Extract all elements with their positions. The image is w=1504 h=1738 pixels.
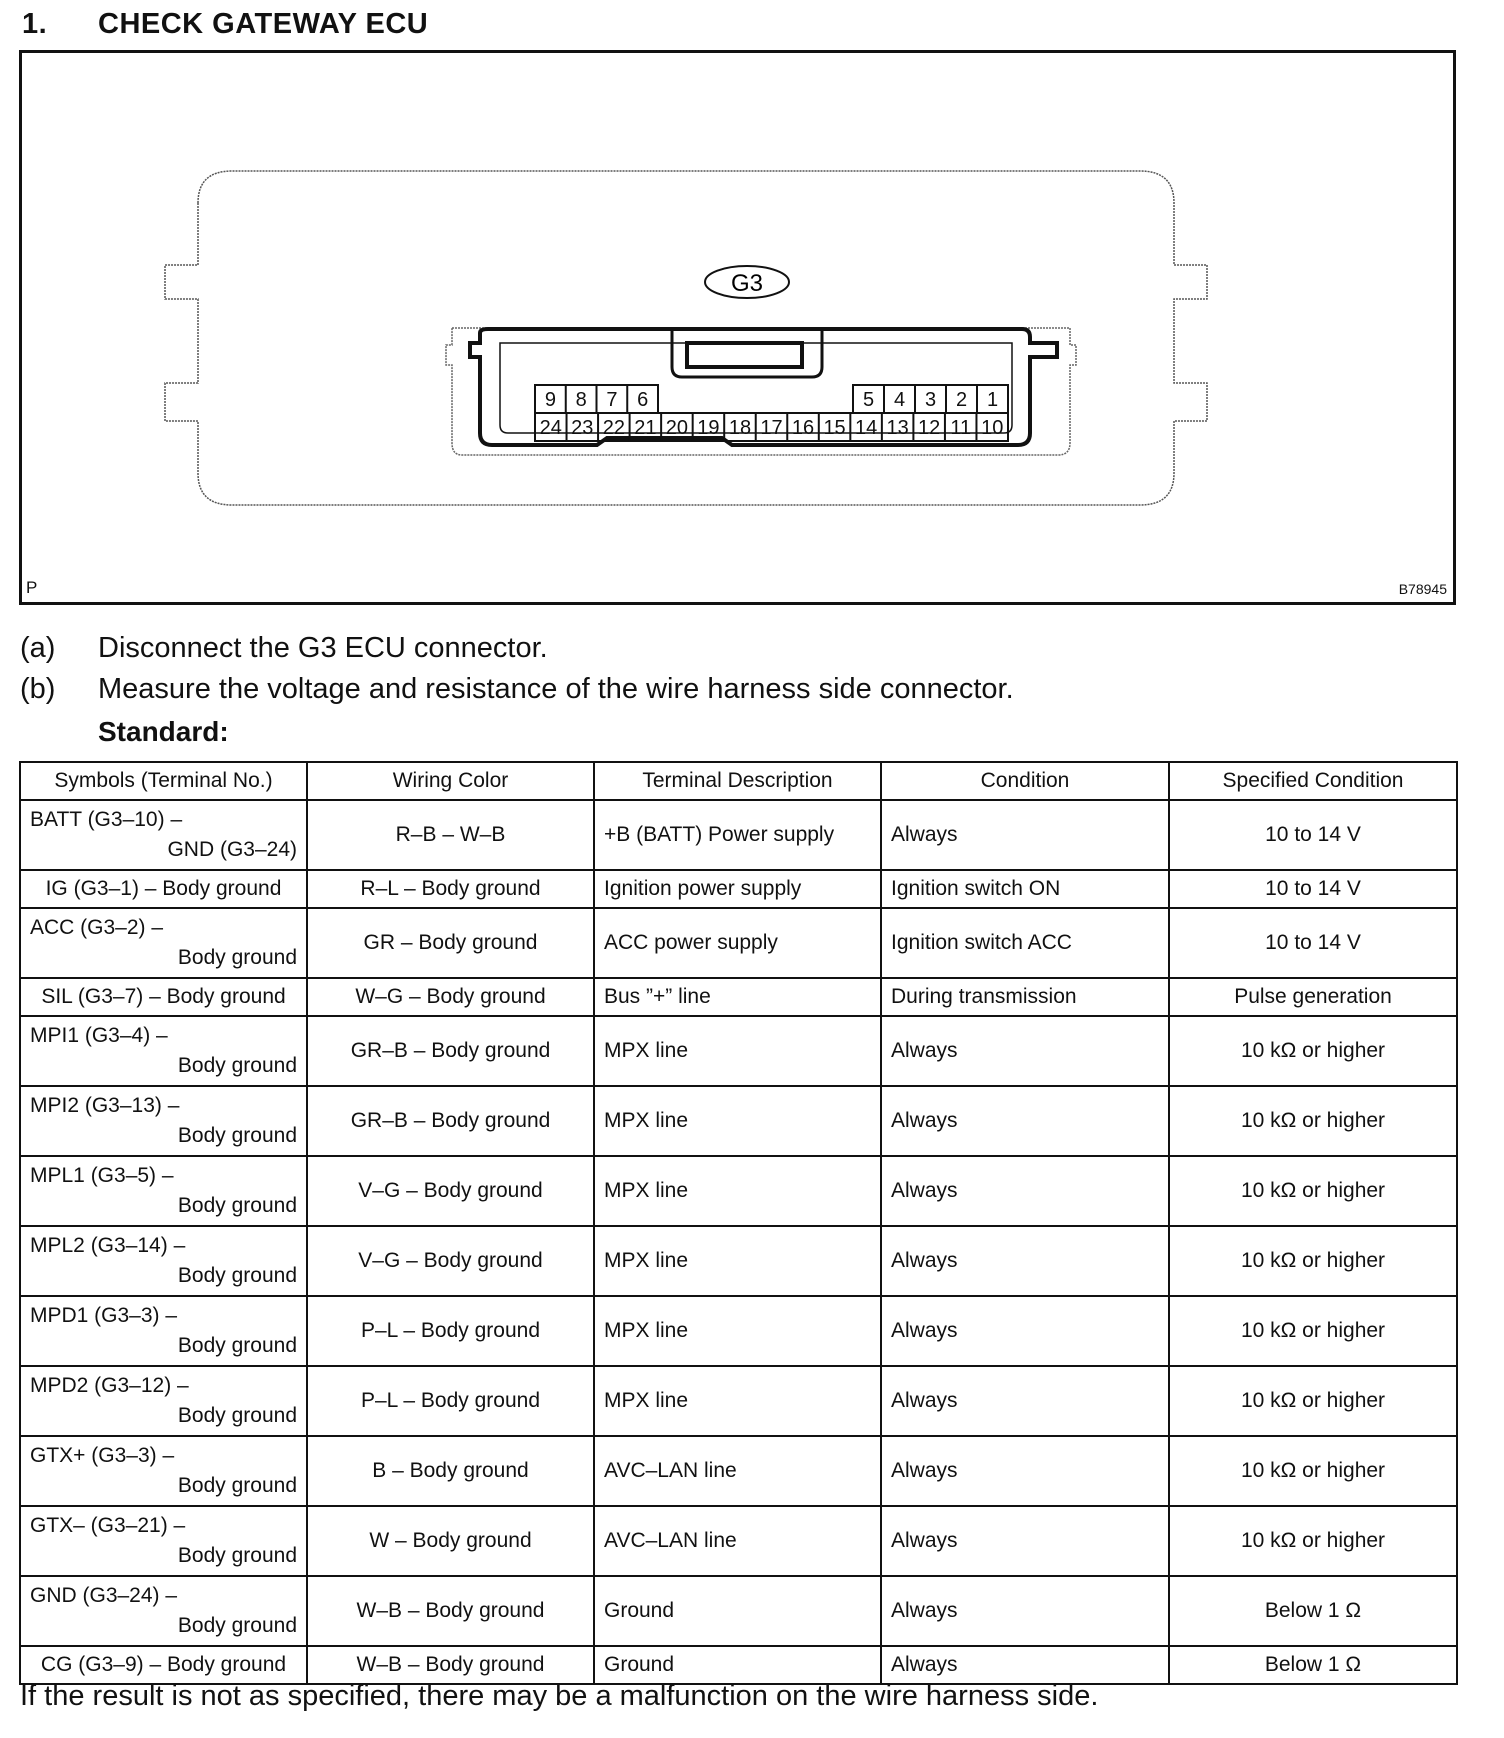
pin-number: 3 bbox=[924, 389, 937, 411]
pin-number: 22 bbox=[602, 417, 625, 439]
pin-number: 24 bbox=[539, 417, 562, 439]
pin-number: 21 bbox=[634, 417, 657, 439]
pin-number: 23 bbox=[571, 417, 594, 439]
symbol-line-2: Body ground bbox=[177, 1054, 297, 1077]
cell-wiring-color: B – Body ground bbox=[307, 1436, 594, 1506]
cell-symbol bbox=[20, 1226, 307, 1296]
cell-wiring-color: V–G – Body ground bbox=[307, 1156, 594, 1226]
cell-condition: Always bbox=[881, 1646, 1169, 1684]
cell-specified-condition: 10 kΩ or higher bbox=[1169, 1506, 1457, 1576]
cell-wiring-color: P–L – Body ground bbox=[307, 1296, 594, 1366]
cell-wiring-color: W–G – Body ground bbox=[307, 978, 594, 1016]
cell-condition: Always bbox=[881, 1156, 1169, 1226]
cell-specified-condition: 10 to 14 V bbox=[1169, 800, 1457, 870]
symbol-line-1: MPI2 (G3–13) – bbox=[30, 1094, 180, 1117]
cell-terminal-description: Ground bbox=[594, 1646, 881, 1684]
cell-specified-condition: 10 kΩ or higher bbox=[1169, 1086, 1457, 1156]
cell-symbol: SIL (G3–7) – Body ground bbox=[20, 978, 307, 1016]
symbol-line-2: GND (G3–24) bbox=[167, 838, 297, 861]
table-row bbox=[20, 1086, 1457, 1156]
cell-symbol: IG (G3–1) – Body ground bbox=[20, 870, 307, 908]
section-title: CHECK GATEWAY ECU bbox=[98, 8, 429, 40]
figure-corner-mark: P bbox=[26, 578, 38, 597]
cell-terminal-description: Ignition power supply bbox=[594, 870, 881, 908]
connector-figure bbox=[19, 50, 1456, 605]
cell-specified-condition: 10 kΩ or higher bbox=[1169, 1016, 1457, 1086]
cell-terminal-description: MPX line bbox=[594, 1086, 881, 1156]
symbol-line-2: Body ground bbox=[177, 1474, 297, 1497]
cell-condition: Ignition switch ACC bbox=[881, 908, 1169, 978]
connector-diagram bbox=[22, 53, 1453, 602]
table-row bbox=[20, 870, 1457, 908]
cell-terminal-description: Ground bbox=[594, 1576, 881, 1646]
pin-number: 20 bbox=[665, 417, 689, 439]
procedure-steps bbox=[20, 628, 1014, 710]
pin-number: 19 bbox=[697, 417, 720, 439]
header-terminal-description: Terminal Description bbox=[594, 762, 881, 800]
pin-number: 6 bbox=[637, 389, 649, 411]
table-row bbox=[20, 1016, 1457, 1086]
cell-specified-condition: 10 kΩ or higher bbox=[1169, 1226, 1457, 1296]
cell-terminal-description: MPX line bbox=[594, 1156, 881, 1226]
pin-number: 17 bbox=[760, 417, 783, 439]
cell-wiring-color: W–B – Body ground bbox=[307, 1576, 594, 1646]
pin-number: 1 bbox=[986, 389, 999, 411]
table-row bbox=[20, 978, 1457, 1016]
table-header-row bbox=[20, 762, 1457, 800]
cell-wiring-color: R–L – Body ground bbox=[307, 870, 594, 908]
connector-label: G3 bbox=[730, 270, 764, 297]
pin-number: 11 bbox=[950, 417, 972, 439]
cell-symbol bbox=[20, 1436, 307, 1506]
cell-terminal-description: Bus ”+” line bbox=[594, 978, 881, 1016]
cell-condition: Always bbox=[881, 1016, 1169, 1086]
cell-condition: Always bbox=[881, 1086, 1169, 1156]
cell-terminal-description: AVC–LAN line bbox=[594, 1436, 881, 1506]
cell-condition: Always bbox=[881, 1576, 1169, 1646]
symbol-line-2: Body ground bbox=[177, 1194, 297, 1217]
cell-wiring-color: GR – Body ground bbox=[307, 908, 594, 978]
cell-specified-condition: 10 kΩ or higher bbox=[1169, 1156, 1457, 1226]
cell-condition: Always bbox=[881, 1506, 1169, 1576]
symbol-line-2: Body ground bbox=[177, 1334, 297, 1357]
table-row bbox=[20, 1576, 1457, 1646]
cell-condition: Always bbox=[881, 800, 1169, 870]
pin-number: 8 bbox=[575, 389, 587, 411]
cell-symbol bbox=[20, 908, 307, 978]
table-row bbox=[20, 1366, 1457, 1436]
cell-specified-condition: 10 to 14 V bbox=[1169, 908, 1457, 978]
result-note: If the result is not as specified, there may be a malfunction on the wire harness side. bbox=[20, 1680, 1099, 1712]
cell-condition: Always bbox=[881, 1366, 1169, 1436]
cell-terminal-description: MPX line bbox=[594, 1366, 881, 1436]
cell-symbol bbox=[20, 1296, 307, 1366]
table-row bbox=[20, 1646, 1457, 1684]
cell-condition: During transmission bbox=[881, 978, 1169, 1016]
table-row bbox=[20, 1506, 1457, 1576]
cell-condition: Ignition switch ON bbox=[881, 870, 1169, 908]
section-heading bbox=[22, 8, 428, 41]
cell-condition: Always bbox=[881, 1436, 1169, 1506]
connector-lock-tab bbox=[672, 329, 822, 377]
table-row bbox=[20, 1226, 1457, 1296]
symbol-line-1: GTX– (G3–21) – bbox=[30, 1514, 186, 1537]
pin-number: 18 bbox=[728, 417, 752, 439]
cell-wiring-color: W – Body ground bbox=[307, 1506, 594, 1576]
symbol-line-1: MPD2 (G3–12) – bbox=[30, 1374, 189, 1397]
cell-specified-condition: 10 kΩ or higher bbox=[1169, 1296, 1457, 1366]
cell-wiring-color: R–B – W–B bbox=[307, 800, 594, 870]
step-label: (b) bbox=[20, 673, 56, 705]
symbol-line-1: MPD1 (G3–3) – bbox=[30, 1304, 178, 1327]
cell-symbol bbox=[20, 1086, 307, 1156]
symbol-line-2: Body ground bbox=[177, 1264, 297, 1287]
pin-number: 4 bbox=[893, 389, 906, 411]
pin-number: 9 bbox=[544, 389, 556, 411]
cell-condition: Always bbox=[881, 1296, 1169, 1366]
symbol-line-2: Body ground bbox=[177, 1544, 297, 1567]
cell-wiring-color: GR–B – Body ground bbox=[307, 1086, 594, 1156]
step-text: Disconnect the G3 ECU connector. bbox=[98, 632, 548, 664]
cell-wiring-color: W–B – Body ground bbox=[307, 1646, 594, 1684]
pin-number: 14 bbox=[854, 417, 878, 439]
cell-wiring-color: V–G – Body ground bbox=[307, 1226, 594, 1296]
header-wiring-color: Wiring Color bbox=[307, 762, 594, 800]
cell-symbol bbox=[20, 800, 307, 870]
pin-number: 12 bbox=[918, 417, 941, 439]
cell-wiring-color: GR–B – Body ground bbox=[307, 1016, 594, 1086]
cell-specified-condition: 10 kΩ or higher bbox=[1169, 1436, 1457, 1506]
symbol-line-1: BATT (G3–10) – bbox=[30, 808, 183, 831]
table-row bbox=[20, 1296, 1457, 1366]
table-row bbox=[20, 1156, 1457, 1226]
symbol-line-2: Body ground bbox=[177, 946, 297, 969]
cell-specified-condition: Pulse generation bbox=[1169, 978, 1457, 1016]
symbol-line-2: Body ground bbox=[177, 1124, 297, 1147]
cell-condition: Always bbox=[881, 1226, 1169, 1296]
connector-lock-window bbox=[687, 343, 802, 367]
pin-number: 15 bbox=[823, 417, 846, 439]
symbol-line-1: GTX+ (G3–3) – bbox=[30, 1444, 175, 1467]
symbol-line-2: Body ground bbox=[177, 1614, 297, 1637]
step-a bbox=[20, 628, 1014, 669]
symbol-line-1: MPL2 (G3–14) – bbox=[30, 1234, 186, 1257]
cell-symbol bbox=[20, 1506, 307, 1576]
table-row bbox=[20, 1436, 1457, 1506]
cell-specified-condition: Below 1 Ω bbox=[1169, 1646, 1457, 1684]
cell-specified-condition: Below 1 Ω bbox=[1169, 1576, 1457, 1646]
cell-specified-condition: 10 kΩ or higher bbox=[1169, 1366, 1457, 1436]
table-row bbox=[20, 800, 1457, 870]
specification-table bbox=[19, 761, 1458, 1685]
figure-code: B78945 bbox=[1398, 581, 1447, 597]
cell-terminal-description: MPX line bbox=[594, 1226, 881, 1296]
header-symbols: Symbols (Terminal No.) bbox=[20, 762, 307, 800]
step-b bbox=[20, 669, 1014, 710]
cell-symbol bbox=[20, 1366, 307, 1436]
pin-number: 13 bbox=[886, 417, 909, 439]
pin-number: 10 bbox=[981, 417, 1004, 439]
symbol-line-2: Body ground bbox=[177, 1404, 297, 1427]
symbol-line-1: MPI1 (G3–4) – bbox=[30, 1024, 168, 1047]
cell-terminal-description: +B (BATT) Power supply bbox=[594, 800, 881, 870]
table-row bbox=[20, 908, 1457, 978]
cell-symbol bbox=[20, 1576, 307, 1646]
step-label: (a) bbox=[20, 632, 56, 664]
cell-symbol bbox=[20, 1156, 307, 1226]
pin-number: 7 bbox=[606, 389, 618, 411]
cell-terminal-description: AVC–LAN line bbox=[594, 1506, 881, 1576]
symbol-line-1: ACC (G3–2) – bbox=[30, 916, 164, 939]
symbol-line-1: MPL1 (G3–5) – bbox=[30, 1164, 174, 1187]
cell-terminal-description: MPX line bbox=[594, 1296, 881, 1366]
pin-number: 16 bbox=[791, 417, 815, 439]
step-text: Measure the voltage and resistance of the wire harness side connector. bbox=[98, 673, 1014, 705]
pin-number: 5 bbox=[862, 389, 875, 411]
section-number: 1. bbox=[22, 8, 48, 40]
cell-specified-condition: 10 to 14 V bbox=[1169, 870, 1457, 908]
header-condition: Condition bbox=[881, 762, 1169, 800]
standard-label: Standard: bbox=[98, 716, 229, 747]
cell-terminal-description: MPX line bbox=[594, 1016, 881, 1086]
cell-symbol bbox=[20, 1016, 307, 1086]
pin-number: 2 bbox=[955, 389, 968, 411]
header-specified-condition: Specified Condition bbox=[1169, 762, 1457, 800]
cell-symbol: CG (G3–9) – Body ground bbox=[20, 1646, 307, 1684]
cell-wiring-color: P–L – Body ground bbox=[307, 1366, 594, 1436]
symbol-line-1: GND (G3–24) – bbox=[30, 1584, 178, 1607]
cell-terminal-description: ACC power supply bbox=[594, 908, 881, 978]
